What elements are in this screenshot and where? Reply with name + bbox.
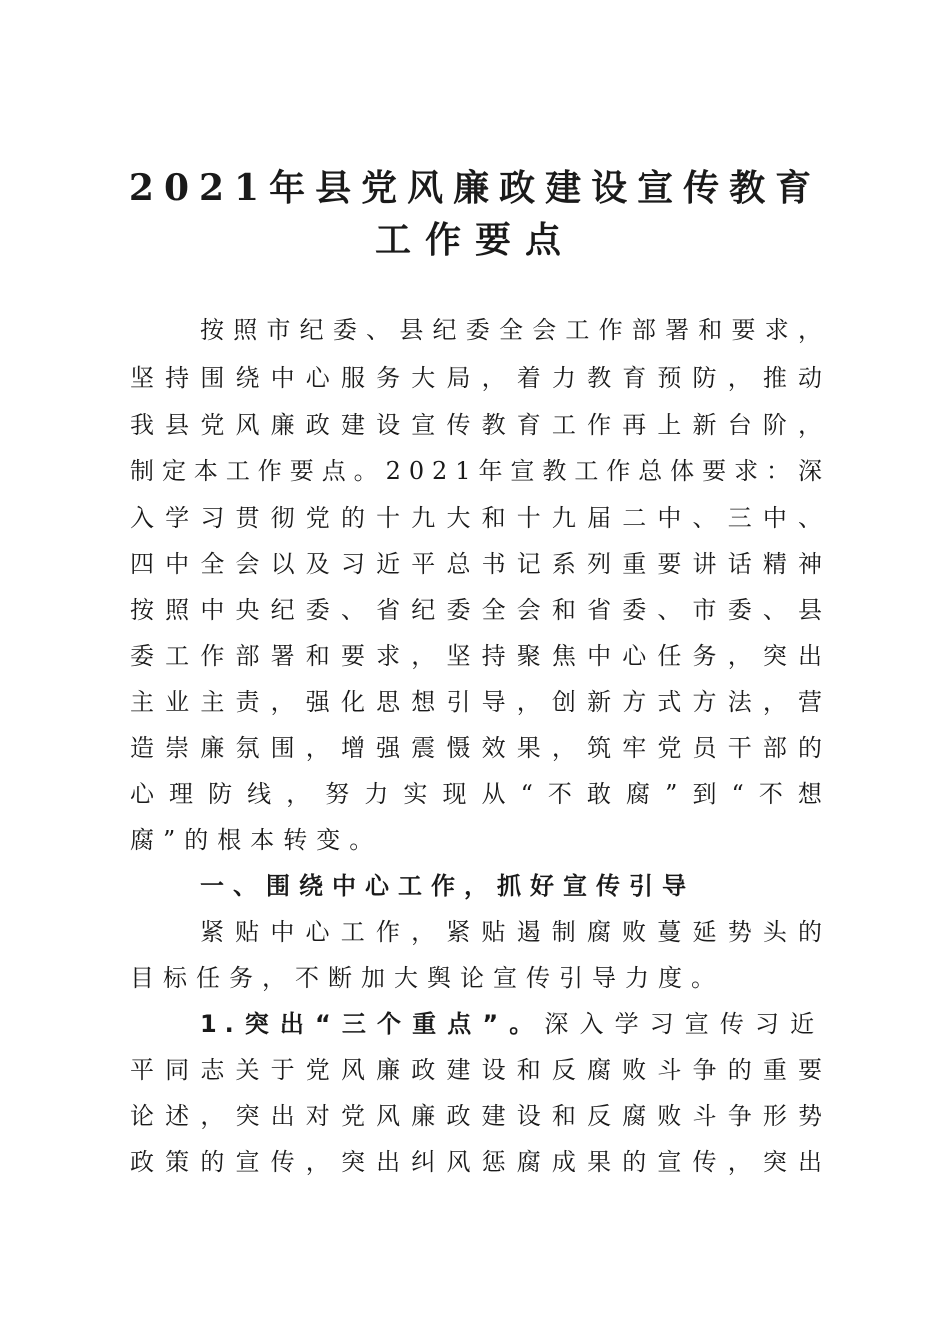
document-title-line-2: 工作要点	[374, 219, 575, 261]
intro-line: 委工作部署和要求，坚持聚焦中心任务，突出	[130, 642, 834, 670]
intro-line: 四中全会以及习近平总书记系列重要讲话精神	[130, 550, 834, 578]
section-paragraph-line: 紧贴中心工作，紧贴遏制腐败蔓延势头的	[200, 918, 834, 946]
section-heading: 一、围绕中心工作，抓好宣传引导	[200, 872, 695, 900]
intro-line: 主业主责，强化思想引导，创新方式方法，营	[130, 688, 834, 716]
item-line: 政策的宣传，突出纠风惩腐成果的宣传，突出	[130, 1148, 834, 1176]
item-text: 深入学习宣传习近	[544, 1010, 822, 1038]
intro-line: 心理防线，努力实现从“不敢腐”到“不想	[130, 780, 837, 808]
item-line: 论述，突出对党风廉政建设和反腐败斗争形势	[130, 1102, 834, 1130]
intro-line: 按照市纪委、县纪委全会工作部署和要求，	[200, 316, 832, 344]
section-paragraph-line: 目标任务，不断加大舆论宣传引导力度。	[130, 964, 724, 992]
document-title-line-1: 2021年县党风廉政建设宣传教育	[128, 167, 822, 209]
intro-line: 造崇廉氛围，增强震慑效果，筑牢党员干部的	[130, 734, 834, 762]
intro-line: 制定本工作要点。2021年宣教工作总体要求：深	[130, 457, 830, 485]
intro-line: 按照中央纪委、省纪委全会和省委、市委、县	[130, 596, 834, 624]
intro-line: 腐”的根本转变。	[130, 826, 383, 854]
item-first-line	[200, 1012, 822, 1036]
intro-line: 我县党风廉政建设宣传教育工作再上新台阶，	[130, 411, 834, 439]
item-line: 平同志关于党风廉政建设和反腐败斗争的重要	[130, 1056, 834, 1084]
intro-line: 坚持围绕中心服务大局，着力教育预防，推动	[130, 364, 834, 392]
item-label: 1.突出“三个重点”。	[200, 1010, 545, 1038]
intro-line: 入学习贯彻党的十九大和十九届二中、三中、	[130, 504, 834, 532]
